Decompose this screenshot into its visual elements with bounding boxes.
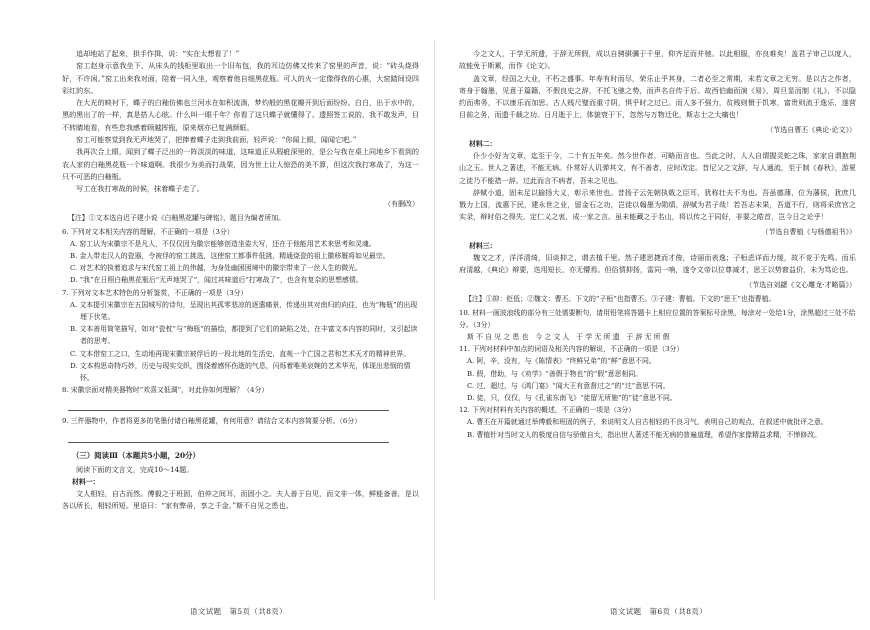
- section-heading: （三）阅读Ⅲ（本题共5小题，20分）: [72, 450, 200, 460]
- reading-instruction: 阅读下面的文言文，完成10～14题。: [76, 464, 194, 474]
- q10-sentence: 斯 不 自 见 之 患 也 今 之 文 人 于 学 无 所 遗 于 辞 无 所 假: [467, 332, 670, 341]
- q6-option-a: A. 窑工认为宋徽宗不是凡人，不仅仅因为徽宗能够创造坐姿大写，还在于他能用艺术来思考和灵魂。: [70, 239, 376, 248]
- story-paragraph: 窑工可能察觉到我无声地哭了，把捧着蝶子走到我前面，轻声说：“你闻上眼，闻闻它吧。”: [76, 135, 357, 145]
- q7-option-a: A. 文本提引宋徽宗在五国城写的诗句，呈现出其孤零悲凉的逐遣痛景，传递出其对南归的向往，也为“梅瓶”的出现埋下伏笔。: [70, 300, 418, 321]
- q11-option-c: C. 过，超过，与《鸿门宴》“闻大王有意督过之”的“过”意思不同。: [467, 381, 670, 390]
- question-12: 12. 下列对材料有关内容的概述，不正确的一项是（3分）: [459, 406, 636, 415]
- page-footer: 语文试题 第6页（共8页）: [610, 607, 708, 616]
- material-3-text: 魏文之才，洋洋清绮，旧谈抑之，谓去植千里。然子建思捷而才俊，诗丽而表逸；子桓虑详而力缓，故不竞于先鸣。而乐府清越，《典论》辩要，迭用短长，亦无懵焉。但俗情抑扬，雷同一响，遂令文帝以位尊减才，思王以势窘益价，未为笃论也。: [459, 252, 856, 275]
- material-2-source: （节选自曹植《与杨德祖书》）: [761, 227, 856, 236]
- q6-option-b: B. 金人带走汉人的瓷器，令被俘的窑工挑选，这使窑工都事件低挑，精通烧瓷的祖上徽移厩将如见最宗。: [70, 251, 390, 260]
- page-6: [435, 0, 870, 630]
- question-9: 9. 三件器物中，作者将更多的笔墨付诸白釉黑花罐，有何用意？请结合文本内容简要分析。（6分）: [62, 417, 362, 426]
- material-1-text: 文人相轻，自古而然。傅毅之于班固，伯仲之间耳，而固小之。夫人善于自见，而文非一体，鲜能备善，是以各以所长，相轻所短。里语曰：“家有弊帚，享之千金。”斯不自见之患也。: [62, 489, 419, 511]
- material-1-source: （节选自曹丕《典论·论文》）: [766, 125, 856, 134]
- material-1-label: 材料一：: [72, 477, 100, 486]
- q11-option-b: B. 假，借助，与《劝学》“善假于物也”的“假”意思相同。: [467, 369, 643, 378]
- question-6: 6. 下列对文本相关内容的理解，不正确的一项是（3分）: [62, 227, 234, 236]
- q12-option-a: A. 曹丕在开篇就通过举傅毅和班固的例子，来说明文人自古相轻的不良习气，表明自己的观点，在叙述中就批评之意。: [467, 418, 828, 427]
- story-paragraph: 追却地站了起来，拱手作揖，说：“实在太想看了！”: [76, 49, 240, 58]
- story-paragraph: 在大光的映衬下，蝶子的白釉仿佛也兰河水在如积流淌，梦灼般的黑花瓣开到后面纷纷。白白，出于水中的，黑的黑出了的一样，真是搭人心眩。什么叫一眼千年？你看了这只蝶子就懂得了。遗照签工说的，我不敢发声，目不转睛地看，有些怠我感着顾越挥瓶，原来烟亦已复满颜眶。: [62, 98, 419, 132]
- material-1-text: 今之文人，于学无所遗，于辞无所假，成以自骋骐骥于千里，仰齐足而并驰。以此相服，亦良难矣！盖君子审己以度人，故能免于斯累，而作《论文》。: [459, 49, 856, 71]
- material-2-text: 辞赋小道，固未足以揄扬大义，彰示来世也。昔扬子云先朝执戟之臣耳，犹称壮夫不为也。吾虽德薄，位为藩侯，犹庶几戮力上国，流惠下民，建永世之业，留金石之功，岂徒以翰墨为勋绩，辞赋为君子哉！若吾志未果，吾道不行，则将采庶官之实录，辩时俗之得失，定仁义之衷，成一家之言。虽未能藏之于名山，将以传之于同好，非要之皓首，岂今日之论乎！: [459, 187, 856, 222]
- story-source: （有删改）: [384, 199, 419, 208]
- q6-option-d: D. “我”在日照白釉黑花瓶后“无声地哭了”，闻过其味道后“打寒战了”，也含有复杂的思想感情。: [70, 276, 363, 285]
- q7-option-d: D. 文本构思奇特巧妙，历史与现实交织，围绕着感怀伤逝的气息，闪烁着唯美哀婉的艺术华光，体现出悲悯的情怀。: [70, 361, 411, 382]
- material-2-label: 材料二：: [469, 139, 497, 148]
- question-8: 8. 宋徽宗面对精美器物时“欢喜又低调”，对此你如何理解？（4分）: [62, 386, 269, 395]
- question-11: 11. 下列对材料中加点的词语及相关内容的解说，不正确的一项是（3分）: [459, 345, 684, 354]
- question-7: 7. 下列对文本艺术特色的分析鉴赏，不正确的一项是（3分）: [62, 288, 248, 297]
- material-1-text: 盖文章，经国之大业，不朽之盛事。年寿有时而尽，荣乐止乎其身，二者必至之常期，未若文章之无穷。是以古之作者，寄身于翰墨，见意于篇籍，不假良史之辞，不托飞驰之势，而声名自传于后。故西伯幽而演《易》，周旦显而制《礼》，不以隐约而弗务，不以康乐而加思。古人贱尺璧而重寸阴，惧乎时之过已。而人多不强力，贫贱则慑于饥寒，富贵则流于逸乐，遂营目前之务，而遗千载之功。日月逝于上，体貌衰于下，忽然与万物迁化，斯志士之大痛也！: [459, 73, 856, 120]
- story-paragraph: 窑工赵身示意我坐下，从床头的钱柜里取出一个旧布包，我的耳边仿佛又传来了窑里的声音，说：“砖头烧得好，不许闲。”窑工出来我对面，陪着一同入坐，观察着他自细黑花瓶。可人的火一定像得我的心惠，大窑踏间设四彩红的东。: [62, 61, 419, 95]
- q7-option-b: B. 文本善用简笔描写，如对“瓷枕”与“梅瓶”的描绘，都提到了它们的缺陷之处，在丰富文本内容的同时，又引起读者的思考。: [70, 325, 418, 346]
- material-note: 【注】①抑：贬低；②魏文：曹丕。下文的“子桓”也指曹丕。③子建：曹植。下文的“思王”也指曹植。: [465, 294, 776, 303]
- material-3-label: 材料三：: [469, 241, 497, 250]
- q7-option-c: C. 文本借窑工之口，生动地再现宋徽宗被俘后的一段北地的生活史，直观一个亡国之君和艺术天才的精神世界。: [70, 349, 411, 358]
- answer-line: [68, 402, 389, 411]
- q6-option-c: C. 对艺术的执着追求与宋代窑工祖上的伟越，为身处幽困困境中的徽宗带来了一丝人生的微光。: [70, 264, 362, 273]
- material-2-text: 仆少小好为文章，迄至于今，二十有五年矣。然今世作者，可略而言也。当此之时，人人自谓握灵蛇之珠，家家自谓抱荆山之玉。世人之著述，不能无病。仆常好人讥弹其文，有不善者，应时改定。昔尼父之文辞，与人通流，至于制《春秋》，游夏之徒乃不能措一辞。过此而言不病者，吾未之见也。: [459, 150, 856, 185]
- page-footer: 语文试题 第5页（共8页）: [190, 607, 288, 616]
- material-3-source: （节选自刘勰《文心雕龙·才略篇》）: [745, 280, 856, 289]
- q12-option-b: B. 曹植针对当时文人的极度自信与骄傲自大，指出世人著述不能无病的普遍道理，希望作家像精益求精，不惮修改。: [467, 430, 821, 439]
- story-paragraph: 我再次合上眼，闻到了蝶子泛出的一阵淡淡的味道，这味道正从瑕疵深里的，是公与我在桌上同地乡下看到的农人家的白釉黑花瓶一个味道啊。我很少为美而打战栗，因为世上让人惊恐的美不算，但这次我打寒战了，为这一只不可恶的白釉瓶。: [62, 147, 419, 181]
- answer-line: [68, 434, 389, 443]
- q11-option-d: D. 徒，只，仅仅，与《孔雀东南飞》“徒留无所施”的“徒”意思不同。: [467, 393, 677, 402]
- question-10: 10. 材料一画波浪线的部分有三处需要断句，请用铅笔将答题卡上相应位置的答案标号涂黑，每涂对一处给1分，涂黑超过三处不给分。（3分）: [459, 308, 856, 329]
- story-note: 【注】①文本选自迟子建小说《白釉黑花罐与碑铭》，题目为编者所加。: [68, 213, 286, 222]
- story-paragraph: 写工在我打寒战的时候，抹着蝶子走了。: [76, 184, 204, 194]
- q11-option-a: A. 阿，辛，没有，与《陈情表》“终鲜兄弟”的“鲜”意思不同。: [467, 357, 656, 366]
